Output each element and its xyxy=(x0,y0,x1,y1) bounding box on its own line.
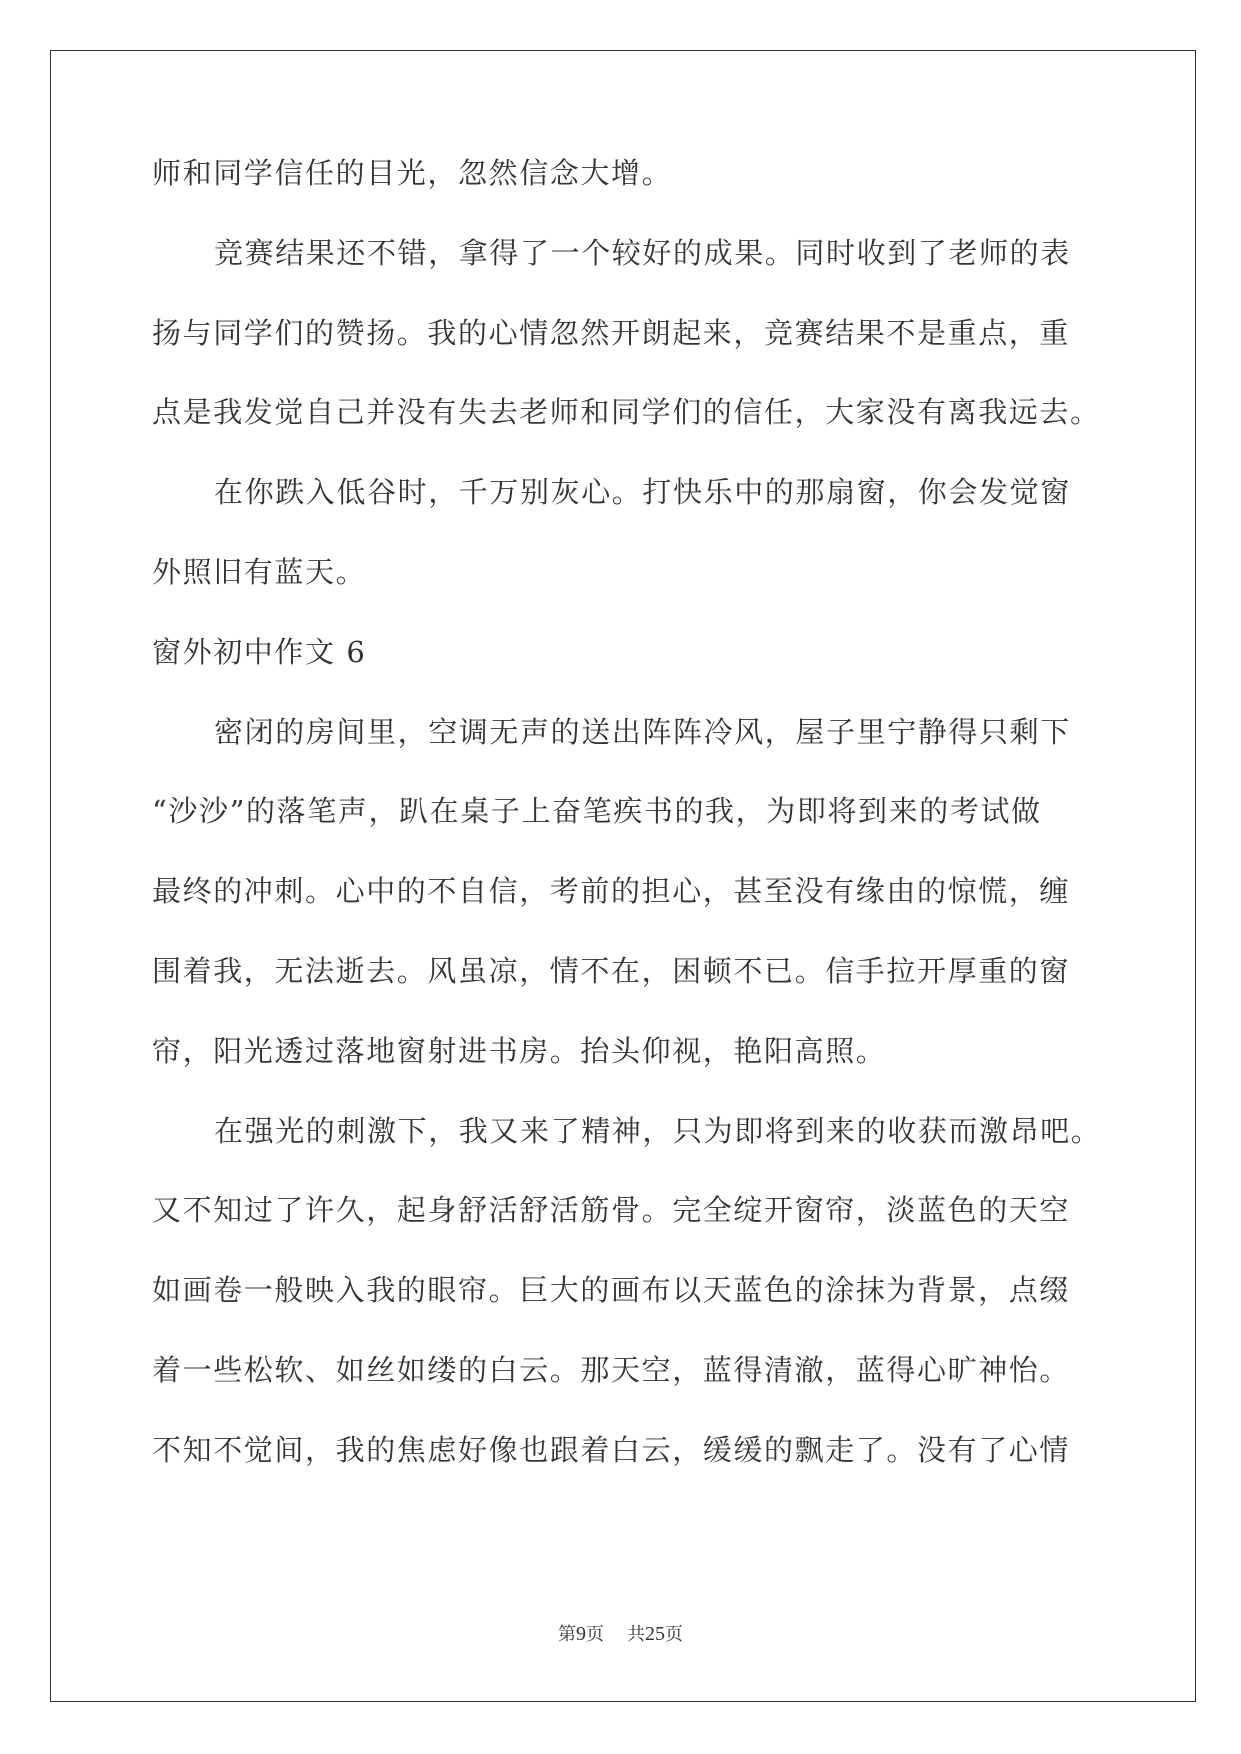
text-line: 扬与同学们的赞扬。我的心情忽然开朗起来，竞赛结果不是重点，重 xyxy=(152,316,1071,350)
text-line: 如画卷一般映入我的眼帘。巨大的画布以天蓝色的涂抹为背景，点缀 xyxy=(152,1273,1071,1307)
section-heading: 窗外初中作文 6 xyxy=(152,635,367,669)
page-prefix: 第 xyxy=(558,1624,577,1645)
text-line: 外照旧有蓝天。 xyxy=(152,555,367,589)
text-line: “沙沙”的落笔声，趴在桌子上奋笔疾书的我，为即将到来的考试做 xyxy=(152,794,1042,828)
paragraph-first-line: 在你跌入低谷时，千万别灰心。打快乐中的那扇窗，你会发觉窗 xyxy=(214,475,1071,509)
text-line: 师和同学信任的目光，忽然信念大增。 xyxy=(152,156,673,190)
total-pages: 25 xyxy=(644,1623,665,1645)
text-line: 最终的冲刺。心中的不自信，考前的担心，甚至没有缘由的惊慌，缠 xyxy=(152,874,1071,908)
paragraph-first-line: 竞赛结果还不错，拿得了一个较好的成果。同时收到了老师的表 xyxy=(214,236,1071,270)
text-line: 点是我发觉自己并没有失去老师和同学们的信任，大家没有离我远去。 xyxy=(152,395,1101,429)
page-suffix: 页 xyxy=(586,1624,605,1645)
text-line: 不知不觉间，我的焦虑好像也跟着白云，缓缓的飘走了。没有了心情 xyxy=(152,1433,1071,1467)
page-footer xyxy=(0,1622,1241,1647)
text-line: 着一些松软、如丝如缕的白云。那天空，蓝得清澈，蓝得心旷神怡。 xyxy=(152,1353,1071,1387)
paragraph-first-line: 密闭的房间里，空调无声的送出阵阵冷风，屋子里宁静得只剩下 xyxy=(214,715,1071,749)
text-line: 围着我，无法逝去。风虽凉，情不在，困顿不已。信手拉开厚重的窗 xyxy=(152,954,1071,988)
text-line: 又不知过了许久，起身舒活舒活筋骨。完全绽开窗帘，淡蓝色的天空 xyxy=(152,1193,1071,1227)
total-prefix: 共 xyxy=(626,1624,645,1645)
text-line: 帘，阳光透过落地窗射进书房。抬头仰视，艳阳高照。 xyxy=(152,1034,887,1068)
page-number: 9 xyxy=(576,1623,587,1645)
paragraph-first-line: 在强光的刺激下，我又来了精神，只为即将到来的收获而激昂吧。 xyxy=(214,1114,1102,1148)
total-suffix: 页 xyxy=(664,1624,683,1645)
